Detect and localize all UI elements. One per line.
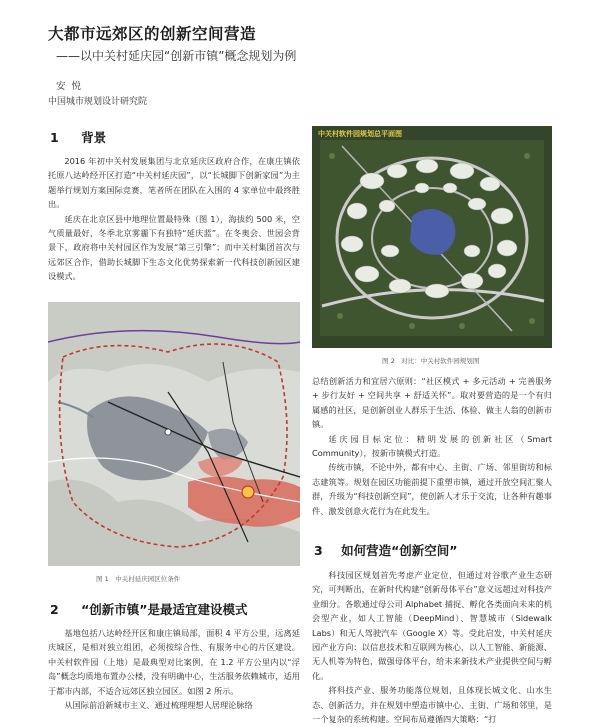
- figure-1-caption: 图 1 中关村延庆园区位条件: [96, 575, 181, 583]
- figure-2-caption: 图 2 对比：中关村软件园规划图: [382, 357, 480, 365]
- right-column-body: [312, 374, 552, 518]
- right-column-paragraph: 总结创新活力和宜居六原则：“社区模式 + 多元活动 + 完善服务 + 步行友好 + 空间共享 + 舒适关怀”。取对要营造的是一个有归属感的社区，是创新创业人群乐于生活、体验、做主人翁的创新市镇。: [312, 376, 552, 430]
- section-3-body: [312, 568, 552, 726]
- section-3-paragraph: 科技园区规划首先考虑产业定位，但通过对谷歌产业生态研究，可判断出，在新时代构建“创新母体平台”意义远超过对科技产业细分。各歌通过母公司 Alphabet 捕捉、孵化各类面向未来的机会型产业，如人工智能（DeepMind）、智慧城市（Sidewalk Labs）和无人驾驶汽车（Google X）等。受此启发，中关村延庆园产业方向：以信息技术和互联网为核心，以人工智能、新能源、无人机等为特色，做强母体平台，给未来新技术产业提供空间与孵化。: [312, 570, 552, 681]
- right-column-paragraph: 延庆园目标定位：精明发展的创新社区（Smart Community），按新市镇模式打造。: [312, 433, 552, 459]
- section-3-heading: [314, 541, 458, 559]
- section-2-title: “创新市镇”是最适宜建设模式: [81, 602, 248, 617]
- section-1-paragraph: 2016 年初中关村发展集团与北京延庆区政府合作，在康庄镇依托原八达岭经开区打造“中关村延庆园”，以“长城脚下创新家园”为主题举行规划方案国际竞赛，笔者所在团队在入围的 4 家单位中最终胜出。: [48, 156, 300, 210]
- site-plan-title: 中关村软件园规划总平面图: [318, 130, 402, 138]
- section-3-paragraph: 将科技产业、服务功能落位规划，且体现长城文化、山水生态、创新活力，并在规划中塑造市镇中心、主街、广场和邻里，是一个复杂的系统构建。空间布局遵循四大策略：“打: [312, 685, 552, 725]
- section-2-paragraph: 从国际前沿新城市主义、通过梳理理想人居理论脉络: [64, 700, 253, 711]
- figure-2-site-plan: [312, 126, 552, 348]
- section-1-body: [48, 154, 300, 284]
- section-2-paragraph: 基地包括八达岭经开区和康庄镇局部，面积 4 平方公里，远离延庆城区，是相对独立组团，必须按综合性、有服务中心的片区建设。中关村软件园（上地）是最典型对比案例，在 1.2 平方公里内以“浮岛”概念均质地布置办公楼，没有明确中心，生活服务依赖城市，适用于都市内部，不适合远郊区独立园区。如图 2 所示。: [48, 628, 300, 696]
- section-1-title: 背景: [81, 130, 107, 145]
- section-2-heading: [50, 600, 248, 618]
- location-map-graphic: [48, 302, 300, 566]
- section-3-number: 3: [314, 543, 323, 558]
- author-affiliation: 中国城市规划设计研究院: [48, 97, 148, 107]
- section-1-number: 1: [50, 130, 59, 145]
- section-1-paragraph: 延庆在北京区县中地理位置最特殊（图 1），海拔约 500 米，空气质量最好，冬季北京雾霾下有独特“延庆蓝”。在冬奥会、世园会背景下，政府将中关村园区作为发展“第三引擎”；而中关村集团首次与远郊区合作，借助长城脚下生态文化优势探索新一代科技创新园区建设模式。: [48, 213, 300, 282]
- figure-1-location-map: [48, 302, 300, 566]
- section-2-body: [48, 626, 300, 712]
- right-column-paragraph: 传统市镇，不论中外，都有中心、主街、广场、邻里街坊和标志建筑等。规划在园区功能前提下重塑市镇，通过开放空间汇聚人群，升级为“科技创新空间”，使创新人才乐于交流，让各种有趣事件、激发创意火花行为在此发生。: [312, 462, 552, 516]
- article-title: 大都市远郊区的创新空间营造: [48, 25, 257, 43]
- article-subtitle: ——以中关村延庆园“创新市镇”概念规划为例: [56, 49, 297, 63]
- section-3-title: 如何营造“创新空间”: [341, 543, 458, 558]
- site-plan-graphic: [312, 126, 552, 348]
- section-2-number: 2: [50, 602, 59, 617]
- section-1-heading: [50, 128, 106, 146]
- author-name: 安悦: [56, 81, 88, 92]
